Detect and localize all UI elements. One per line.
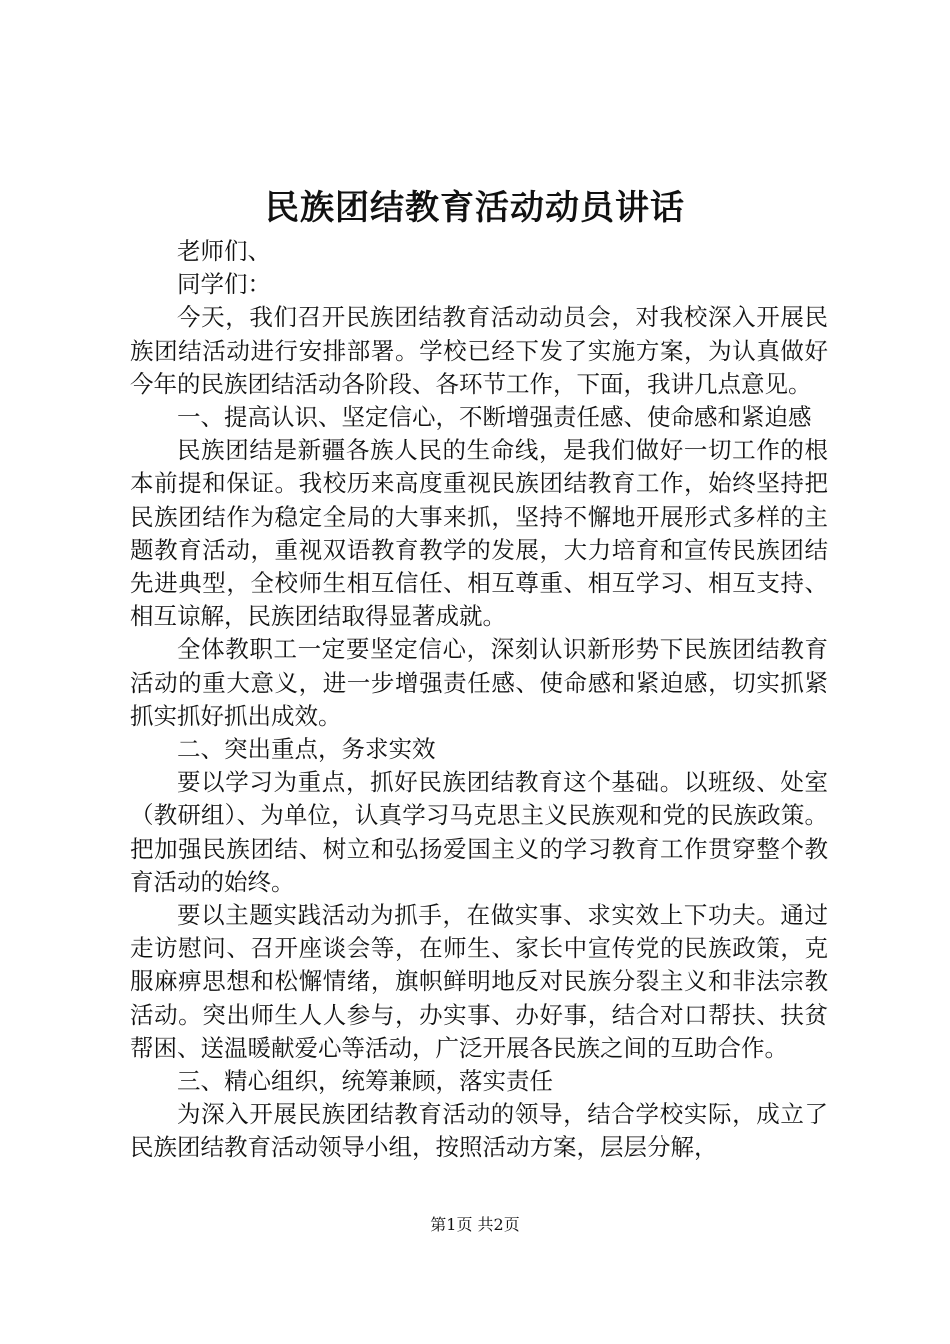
document-body — [130, 235, 828, 1165]
section-heading: 一、提高认识、坚定信心，不断增强责任感、使命感和紧迫感 — [177, 403, 812, 432]
paragraph: 要以学习为重点，抓好民族团结教育这个基础。以班级、处室（教研组）、为单位，认真学习马克思主义民族观和党的民族政策。把加强民族团结、树立和弘扬爱国主义的学习教育工作贯穿整个教育活动的始终。 — [130, 768, 828, 896]
document-title: 民族团结教育活动动员讲话 — [265, 188, 685, 228]
paragraph: 要以主题实践活动为抓手，在做实事、求实效上下功夫。通过走访慰问、召开座谈会等，在师生、家长中宣传党的民族政策，克服麻痹思想和松懈情绪，旗帜鲜明地反对民族分裂主义和非法宗教活动。突出师生人人参与，办实事、办好事，结合对口帮扶、扶贫帮困、送温暖献爱心等活动，广泛开展各民族之间的互助合作。 — [130, 901, 828, 1062]
paragraph: 为深入开展民族团结教育活动的领导，结合学校实际，成立了民族团结教育活动领导小组，按照活动方案，层层分解， — [130, 1100, 828, 1162]
section-heading: 三、精心组织，统筹兼顾，落实责任 — [177, 1067, 553, 1096]
paragraph: 全体教职工一定要坚定信心，深刻认识新形势下民族团结教育活动的重大意义，进一步增强责任感、使命感和紧迫感，切实抓紧抓实抓好抓出成效。 — [130, 635, 828, 730]
paragraph: 今天，我们召开民族团结教育活动动员会，对我校深入开展民族团结活动进行安排部署。学校已经下发了实施方案，为认真做好今年的民族团结活动各阶段、各环节工作，下面，我讲几点意见。 — [130, 303, 828, 398]
section-heading: 二、突出重点，务求实效 — [177, 735, 436, 764]
page-footer: 第1页 共2页 — [430, 1215, 520, 1234]
paragraph: 同学们： — [177, 270, 271, 299]
paragraph: 民族团结是新疆各族人民的生命线，是我们做好一切工作的根本前提和保证。我校历来高度重视民族团结教育工作，始终坚持把民族团结作为稳定全局的大事来抓，坚持不懈地开展形式多样的主题教育活动，重视双语教育教学的发展，大力培育和宣传民族团结先进典型，全校师生相互信任、相互尊重、相互学习、相互支持、相互谅解，民族团结取得显著成就。 — [130, 436, 828, 631]
paragraph: 老师们、 — [177, 237, 271, 265]
